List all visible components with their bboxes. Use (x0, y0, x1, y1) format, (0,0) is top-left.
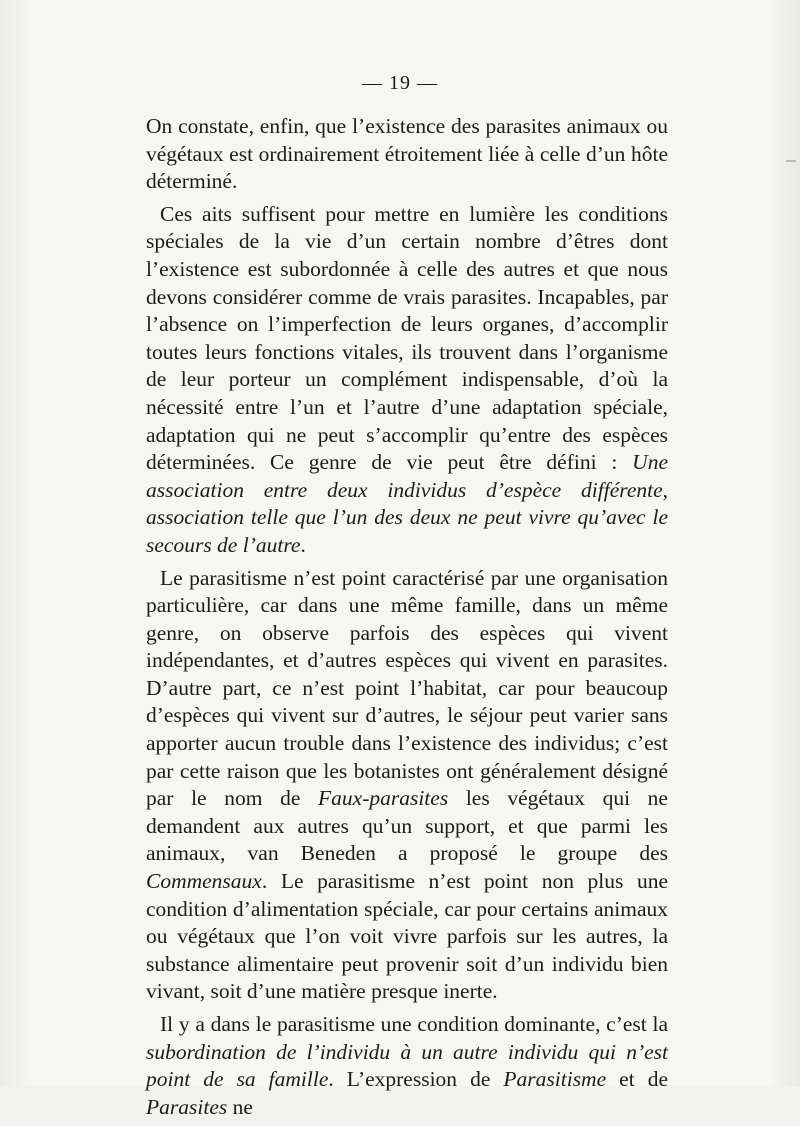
text-run: Le parasitisme n’est point caractérisé par une organisation particulière, car dans une même famille, dans un même genre, on observe parfois des espèces qui vivent indépendantes, et d’autres espèces qui vivent en parasites. D’autre part, ce n’est point l’habitat, car pour beaucoup d’espèces qui vivent sur d’autres, le séjour peut varier sans apporter aucun trouble dans l’existence des individus; c’est par cette raison que les botanistes ont généralement désigné par le nom de (146, 565, 668, 811)
text-run: , (662, 477, 668, 502)
paragraph-1 (146, 113, 668, 196)
text-run: et de (606, 1067, 668, 1092)
text-run: . L’expression de (328, 1067, 504, 1092)
page-edge-mark (786, 160, 796, 162)
paragraph-4 (146, 1011, 668, 1121)
page-number: — 19 — (362, 72, 438, 94)
text-run: ne (227, 1094, 253, 1119)
text-run: On constate, enfin, que l’existence des parasites animaux ou végétaux est ordinairement étroitement liée à celle d’un hôte déterminé. (146, 114, 668, 194)
italic-term-commensaux: Commensaux (146, 869, 262, 894)
text-run: Ces aits suffisent pour mettre en lumière les conditions spéciales de la vie d’un certain nombre d’êtres dont l’existence est subordonnée à celle des autres et que nous devons considérer comme de vrais parasites. Incapables, par l’absence on l’imperfection de leurs organes, d’accomplir toutes leurs fonctions vitales, ils trouvent dans l’organisme de leur porteur un complément indispensable, d’où la nécessité entre l’un et l’autre d’une adaptation spéciale, adaptation qui ne peut s’accomplir qu’entre des espèces déterminées. Ce genre de vie peut être défini : (146, 201, 668, 475)
text-run: les végétaux qui ne demandent aux autres qu’un support, et que parmi les animaux, van Beneden a proposé le groupe des (146, 786, 668, 866)
paragraph-2 (146, 201, 668, 560)
text-run: . (300, 532, 306, 557)
italic-subordination: subordination de l’individu à un autre individu qui n’est point de sa famille (146, 1039, 668, 1092)
body-text (146, 113, 668, 1126)
paragraph-3 (146, 565, 668, 1007)
italic-term-parasites: Parasites (146, 1094, 228, 1119)
text-run: Il y a dans le parasitisme une condition dominante, c’est la (160, 1012, 668, 1036)
italic-term-faux-parasites: Faux-parasites (318, 786, 449, 811)
italic-definition-2: association telle que l’un des deux ne peut vivre qu’avec le secours de l’autre (146, 505, 668, 557)
text-run: . Le parasitisme n’est point non plus une condition d’alimentation spéciale, car pour certains animaux ou végétaux que l’on voit vivre parfois sur les autres, la substance alimentaire peut provenir soit d’un individu bien vivant, soit d’une matière presque inerte. (146, 869, 668, 1004)
italic-definition-1: Une association entre deux individus d’espèce différente (146, 450, 668, 502)
italic-term-parasitisme: Parasitisme (503, 1067, 607, 1092)
